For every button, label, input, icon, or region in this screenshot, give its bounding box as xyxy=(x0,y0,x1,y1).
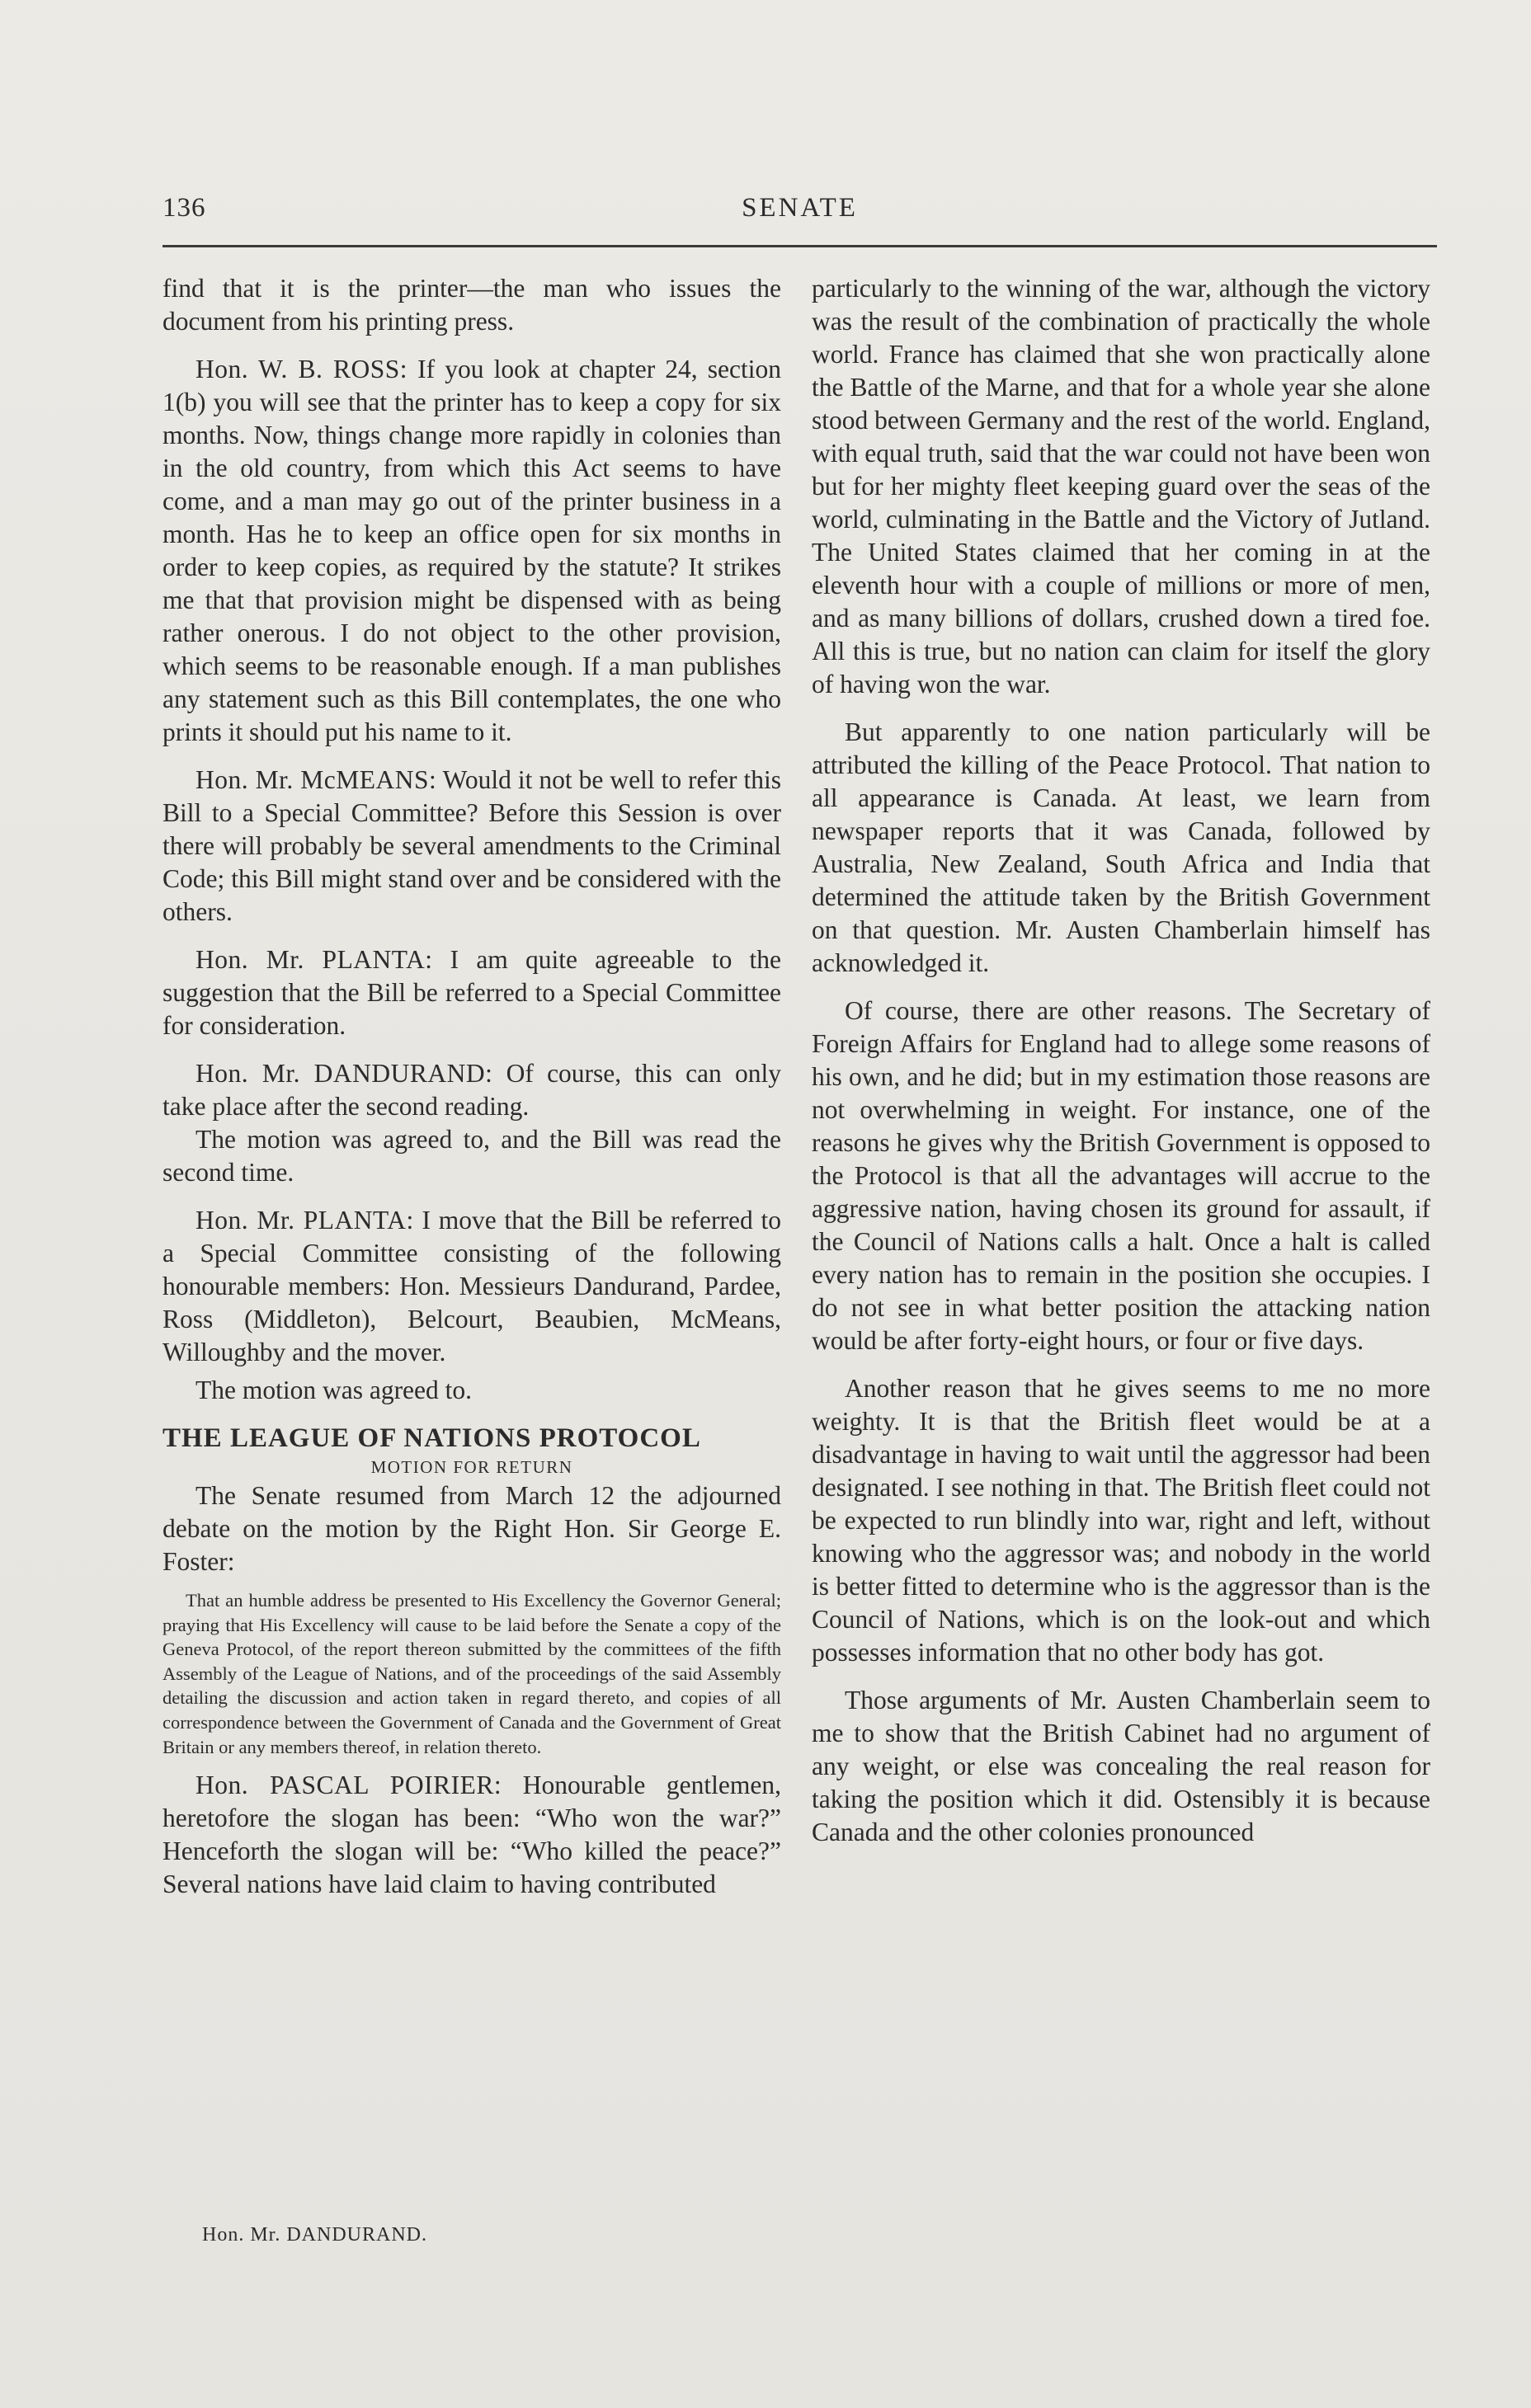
speech-paragraph xyxy=(163,1057,781,1123)
left-column xyxy=(163,272,781,1901)
page-header xyxy=(163,190,1437,239)
speech-paragraph xyxy=(163,1204,781,1369)
speech-paragraph xyxy=(163,764,781,929)
running-head: SENATE xyxy=(742,193,858,223)
speech-text: Would it not be well to refer this Bill to a Special Committee? Before this Session is over there will probably be several amendments to the Criminal Code; this Bill might stand over and be considered with the others. xyxy=(163,765,781,926)
speech-text: Honourable gentlemen, heretofore the slogan has been: “Who won the war?” Henceforth the slogan will be: “Who killed the peace?” Several nations have laid claim to having contributed xyxy=(163,1771,782,1899)
speaker-name: Hon. Mr. PLANTA: xyxy=(195,945,433,974)
paragraph: The Senate resumed from March 12 the adjourned debate on the motion by the Right Hon. Sir George E. Foster: xyxy=(163,1481,781,1576)
speaker-name: Hon. Mr. PLANTA: xyxy=(195,1206,414,1235)
speech-text: If you look at chapter 24, section 1(b) you will see that the printer has to keep a copy for six months. Now, things change more rapidly in colonies than in the old country, from which this Act seems to have come, and a man may go out of the printer business in a month. Has he to keep an office open for six months in order to keep copies, as required by the statute? It strikes me that that provision might be dispensed with as being rather onerous. I do not object to the other provision, which seems to be reasonable enough. If a man publishes any statement such as this Bill contemplates, the one who prints it should put his name to it. xyxy=(163,355,782,746)
page-number: 136 xyxy=(163,193,206,223)
section-subtitle: MOTION FOR RETURN xyxy=(370,1457,573,1477)
paragraph: find that it is the printer—the man who issues the document from his printing press. xyxy=(163,274,781,336)
section-title: THE LEAGUE OF NATIONS PROTOCOL xyxy=(163,1423,701,1453)
speech-paragraph xyxy=(163,943,781,1042)
speaker-name: Hon. W. B. ROSS: xyxy=(195,355,408,383)
paragraph: Another reason that he gives seems to me no more weighty. It is that the British fleet would be at a disadvantage in having to wait until the aggressor had been designated. I see nothing in that. The British fleet could not be expected to run blindly into war, right and left, without knowing who the aggressor was; and nobody in the world is better fitted to determine who is the aggressor than is the Council of Nations, which is on the look-out and which possesses information that no other body has got. xyxy=(812,1374,1430,1667)
paragraph: But apparently to one nation particularly will be attributed the killing of the Peace Protocol. That nation to all appearance is Canada. At least, we learn from newspaper reports that it was Canada, followed by Australia, New Zealand, South Africa and India that determined the attitude taken by the British Government on that question. Mr. Austen Chamberlain himself has acknowledged it. xyxy=(812,717,1430,977)
header-rule xyxy=(163,245,1437,247)
speech-text: I am quite agreeable to the suggestion that the Bill be referred to a Special Committee for consideration. xyxy=(163,945,781,1040)
speaker-name: Hon. Mr. McMEANS: xyxy=(195,765,437,794)
paragraph: The motion was agreed to, and the Bill was read the second time. xyxy=(163,1125,781,1187)
paragraph: particularly to the winning of the war, although the victory was the result of the combination of practically the whole world. France has claimed that she won practically alone the Battle of the Marne, and that for a whole year she alone stood between Germany and the rest of the world. England, with equal truth, said that the war could not have been won but for her mighty fleet keeping guard over the seas of the world, culminating in the Battle and the Victory of Jutland. The United States claimed that her coming in at the eleventh hour with a couple of millions or more of men, and as many billions of dollars, crushed down a tired foe. All this is true, but no nation can claim for itself the glory of having won the war. xyxy=(812,274,1430,698)
speaker-name: Hon. Mr. DANDURAND: xyxy=(195,1059,493,1088)
footer-speaker: Hon. Mr. DANDURAND. xyxy=(202,2224,428,2246)
speech-paragraph xyxy=(163,353,781,749)
quoted-motion: That an humble address be presented to His Excellency the Governor General; praying that His Excellency will cause to be laid before the Senate a copy of the Geneva Protocol, of the report thereon submitted by the committees of the fifth Assembly of the League of Nations, and of the proceedings of the said Assembly detailing the discussion and action taken in regard thereto, and copies of all correspondence between the Government of Canada and the Government of Great Britain or any members thereof, in relation thereto. xyxy=(163,1590,781,1757)
paragraph: The motion was agreed to. xyxy=(195,1376,473,1404)
paragraph: Of course, there are other reasons. The Secretary of Foreign Affairs for England had to allege some reasons of his own, and he did; but in my estimation those reasons are not overwhelming in weight. For instance, one of the reasons he gives why the British Government is opposed to the Protocol is that all the advantages will accrue to the aggressive nation, having chosen its ground for assault, if the Council of Nations calls a halt. Once a halt is called every nation has to remain in the position she occupies. I do not see in what better position the attacking nation would be after forty-eight hours, or four or five days. xyxy=(812,996,1430,1355)
speech-paragraph xyxy=(163,1769,781,1901)
speaker-name: Hon. PASCAL POIRIER: xyxy=(195,1771,502,1800)
paragraph: Those arguments of Mr. Austen Chamberlain seem to me to show that the British Cabinet had no argument of any weight, or else was concealing the real reason for taking the position which it did. Ostensibly it is because Canada and the other colonies pronounced xyxy=(812,1686,1430,1846)
speech-text: Of course, this can only take place after the second reading. xyxy=(163,1059,781,1121)
speech-text: I move that the Bill be referred to a Special Committee consisting of the following honourable members: Hon. Messieurs Dandurand, Pardee, Ross (Middleton), Belcourt, Beaubien, McMeans, Willoughby and the mover. xyxy=(163,1206,781,1366)
right-column xyxy=(812,272,1430,1849)
